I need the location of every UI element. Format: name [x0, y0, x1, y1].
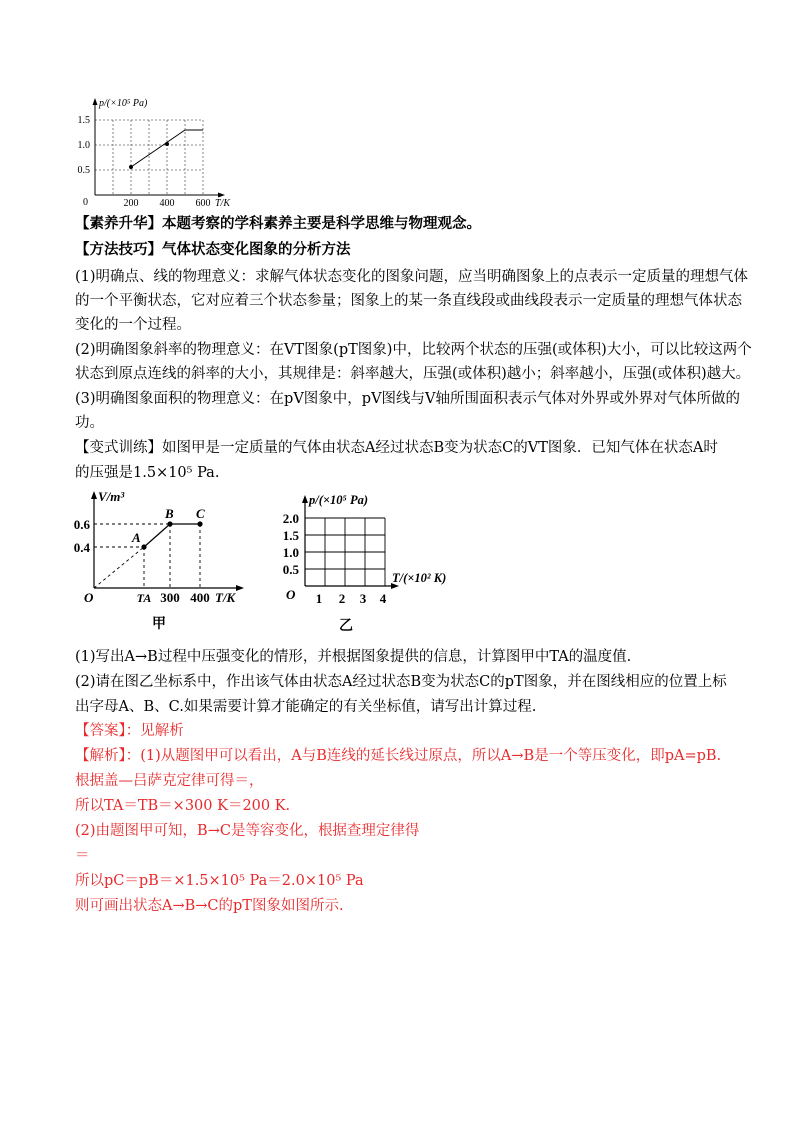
yi-ytick: 1.0 [282, 545, 299, 560]
yi-caption: 乙 [339, 619, 353, 634]
exercise-intro: 的压强是1.5×10⁵ Pa. [75, 465, 220, 481]
paragraph-line: (2)明确图象斜率的物理意义：在VT图象(pT图象)中，比较两个状态的压强(或体积)大小，可以比较这两个 [75, 342, 752, 358]
paragraph-line: 功。 [75, 415, 104, 431]
paragraph-line: (1)明确点、线的物理意义：求解气体状态变化的图象问题，应当明确图象上的点表示一定质量的理想气体 [75, 269, 749, 285]
top-graph-origin: 0 [83, 197, 88, 208]
graph-yi-pT [275, 488, 475, 634]
top-graph-ytick: 1.5 [77, 115, 90, 126]
yi-origin: O [286, 587, 296, 602]
question-1: (1)写出A→B过程中压强变化的情形，并根据图象提供的信息，计算图甲中TA的温度值. [75, 649, 632, 665]
yi-xtick: 4 [379, 591, 387, 606]
jia-x-label: T/K [215, 590, 236, 605]
top-graph-y-label: p/(×10⁵ Pa) [99, 98, 148, 109]
analysis-line: 所以TA＝TB＝×300 K＝200 K. [75, 798, 291, 814]
top-graph-x-label: T/K [215, 198, 231, 209]
jia-ytick: 0.6 [73, 517, 90, 532]
yi-x-label: T/(×10² K) [392, 571, 447, 585]
jia-y-label: V/m³ [98, 489, 125, 504]
top-graph-xtick: 400 [159, 198, 175, 209]
paragraph-line: 状态到原点连线的斜率的大小，其规律是：斜率越大，压强(或体积)越小；斜率越小，压强(或体积)越大。 [75, 366, 751, 382]
jia-xtick: TA [136, 591, 152, 605]
paragraph-line: 变化的一个过程。 [75, 317, 191, 333]
analysis-line: 【解析】：(1)从题图甲可以看出，A与B连线的延长线过原点，所以A→B是一个等压变化，即pA=pB. [75, 748, 722, 764]
graph-jia-VT [68, 486, 258, 634]
heading-suyang: 【素养升华】本题考察的学科素养主要是科学思维与物理观念。 [75, 215, 481, 232]
jia-point-label: C [196, 506, 205, 521]
analysis-line: 根据盖—吕萨克定律可得＝， [75, 773, 264, 789]
question-2: (2)请在图乙坐标系中，作出该气体由状态A经过状态B变为状态C的pT图象，并在图线相应的位置上标 [75, 674, 727, 690]
paragraph-line: (3)明确图象面积的物理意义：在pV图象中，pV图线与V轴所围面积表示气体对外界或外界对气体所做的 [75, 391, 741, 407]
top-pT-graph [70, 92, 240, 210]
top-graph-xtick: 600 [195, 198, 211, 209]
jia-point-label: B [165, 506, 174, 521]
yi-ytick: 0.5 [282, 562, 299, 577]
yi-xtick: 1 [315, 591, 323, 606]
exercise-intro: 【变式训练】如图甲是一定质量的气体由状态A经过状态B变为状态C的VT图象．已知气体在状态A时 [75, 440, 718, 456]
top-graph-ytick: 0.5 [77, 165, 90, 176]
top-graph-ytick: 1.0 [77, 140, 90, 151]
jia-ytick: 0.4 [73, 540, 90, 555]
jia-xtick: 400 [190, 590, 210, 605]
yi-xtick: 2 [338, 591, 346, 606]
jia-caption: 甲 [152, 617, 166, 632]
jia-origin: O [84, 590, 94, 605]
yi-ytick: 2.0 [282, 511, 299, 526]
question-2-cont: 出字母A、B、C.如果需要计算才能确定的有关坐标值，请写出计算过程. [75, 699, 537, 715]
answer-label: 【答案】：见解析 [75, 723, 184, 739]
jia-xtick: 300 [160, 590, 180, 605]
analysis-line: 所以pC＝pB＝×1.5×10⁵ Pa＝2.0×10⁵ Pa [75, 873, 364, 889]
analysis-line: 则可画出状态A→B→C的pT图象如图所示. [75, 898, 344, 914]
top-graph-xtick: 200 [123, 198, 139, 209]
analysis-line: (2)由题图甲可知，B→C是等容变化，根据查理定律得 [75, 823, 420, 839]
paragraph-line: 的一个平衡状态，它对应着三个状态参量；图象上的某一条直线段或曲线段表示一定质量的理想气体状态 [75, 293, 742, 309]
analysis-line: ＝ [75, 848, 90, 864]
heading-fangfa: 【方法技巧】气体状态变化图象的分析方法 [75, 241, 351, 258]
yi-y-label: p/(×10⁵ Pa) [309, 493, 369, 507]
jia-point-label: A [132, 530, 141, 545]
yi-ytick: 1.5 [282, 528, 299, 543]
yi-xtick: 3 [359, 591, 367, 606]
